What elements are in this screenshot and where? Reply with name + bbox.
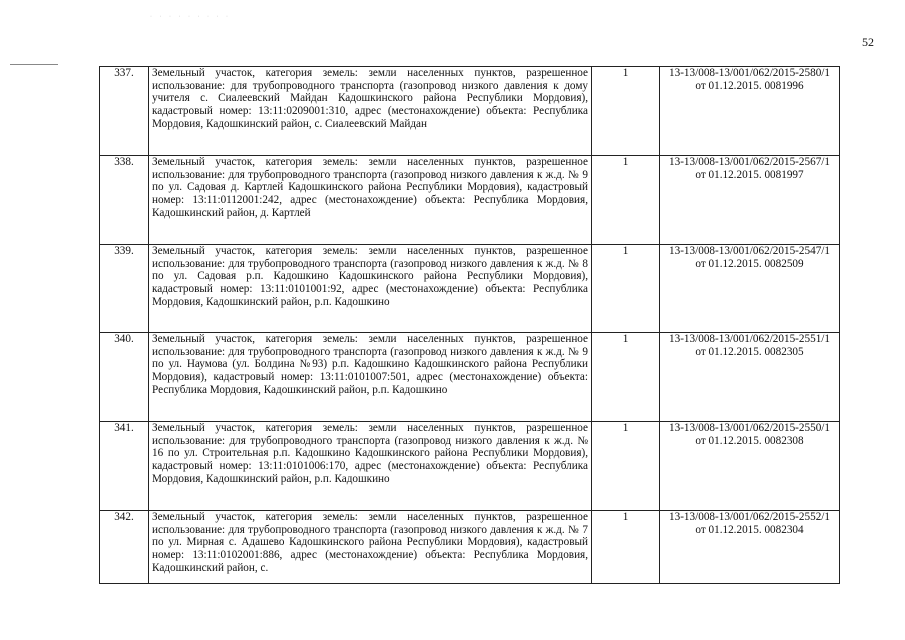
row-description: Земельный участок, категория земель: земли населенных пунктов, разрешенное использование: для трубопроводного транспорта (газопровод низкого давления к ж.д. № 16 по ул. Строительная р.п. Кадошкино Кадошкинского района Республики Мордовия), кадастровый номер: 13:11:0101006:170, адрес (местонахождение) объекта: Республика Мордовия, Кадошкинский район, р.п. Кадошкино	[149, 422, 592, 511]
row-quantity: 1	[592, 511, 660, 584]
registry-table	[99, 66, 840, 584]
row-quantity: 1	[592, 333, 660, 422]
row-registration: 13-13/008-13/001/062/2015-2547/1 от 01.12.2015. 0082509	[660, 245, 840, 333]
row-number: 341.	[100, 422, 149, 511]
row-quantity: 1	[592, 422, 660, 511]
row-quantity: 1	[592, 156, 660, 245]
table-row	[100, 156, 840, 245]
scan-margin-line	[10, 64, 58, 65]
row-number: 338.	[100, 156, 149, 245]
row-registration: 13-13/008-13/001/062/2015-2550/1 от 01.12.2015. 0082308	[660, 422, 840, 511]
row-number: 340.	[100, 333, 149, 422]
row-quantity: 1	[592, 245, 660, 333]
row-registration: 13-13/008-13/001/062/2015-2567/1 от 01.12.2015. 0081997	[660, 156, 840, 245]
row-description: Земельный участок, категория земель: земли населенных пунктов, разрешенное использование: для трубопроводного транспорта (газопровод низкого давления к ж.д. № 9 по ул. Садовая д. Картлей Кадошкинского района Республики Мордовия), кадастровый номер: 13:11:0112001:242, адрес (местонахождение) объекта: Республика Мордовия, Кадошкинский район, д. Картлей	[149, 156, 592, 245]
row-description: Земельный участок, категория земель: земли населенных пунктов, разрешенное использование: для трубопроводного транспорта (газопровод низкого давления к ж.д. № 7 по ул. Мирная с. Адашево Кадошкинского района Республики Мордовия), кадастровый номер: 13:11:0102001:886, адрес (местонахождение) объекта: Республика Мордовия, Кадошкинский район, с.	[149, 511, 592, 584]
row-registration: 13-13/008-13/001/062/2015-2580/1 от 01.12.2015. 0081996	[660, 67, 840, 156]
row-description: Земельный участок, категория земель: земли населенных пунктов, разрешенное использование: для трубопроводного транспорта (газопровод низкого давления к ж.д. № 8 по ул. Садовая р.п. Кадошкино Кадошкинского района Республики Мордовия), кадастровый номер: 13:11:0101001:92, адрес (местонахождение) объекта: Республика Мордовия, Кадошкинский район, р.п. Кадошкино	[149, 245, 592, 333]
row-registration: 13-13/008-13/001/062/2015-2551/1 от 01.12.2015. 0082305	[660, 333, 840, 422]
row-number: 342.	[100, 511, 149, 584]
row-number: 339.	[100, 245, 149, 333]
row-quantity: 1	[592, 67, 660, 156]
table-row	[100, 333, 840, 422]
scan-artifact: · · · · · · · · ·	[150, 14, 231, 20]
row-registration: 13-13/008-13/001/062/2015-2552/1 от 01.12.2015. 0082304	[660, 511, 840, 584]
row-number: 337.	[100, 67, 149, 156]
table-row	[100, 511, 840, 584]
row-description: Земельный участок, категория земель: земли населенных пунктов, разрешенное использование: для трубопроводного транспорта (газопровод низкого давления к дому учителя с. Сиалеевский Майдан Кадошкинского района Республики Мордовия), кадастровый номер: 13:11:0209001:310, адрес (местонахождение) объекта: Республика Мордовия, Кадошкинский район, с. Сиалеевский Майдан	[149, 67, 592, 156]
table-row	[100, 422, 840, 511]
table-row	[100, 245, 840, 333]
table-row	[100, 67, 840, 156]
row-description: Земельный участок, категория земель: земли населенных пунктов, разрешенное использование: для трубопроводного транспорта (газопровод низкого давления к ж.д. № 9 по ул. Наумова (ул. Болдина №93) р.п. Кадошкино Кадошкинского района Республики Мордовия), кадастровый номер: 13:11:0101007:501, адрес (местонахождение) объекта: Республика Мордовия, Кадошкинский район, р.п. Кадошкино	[149, 333, 592, 422]
page-number: 52	[862, 35, 874, 49]
